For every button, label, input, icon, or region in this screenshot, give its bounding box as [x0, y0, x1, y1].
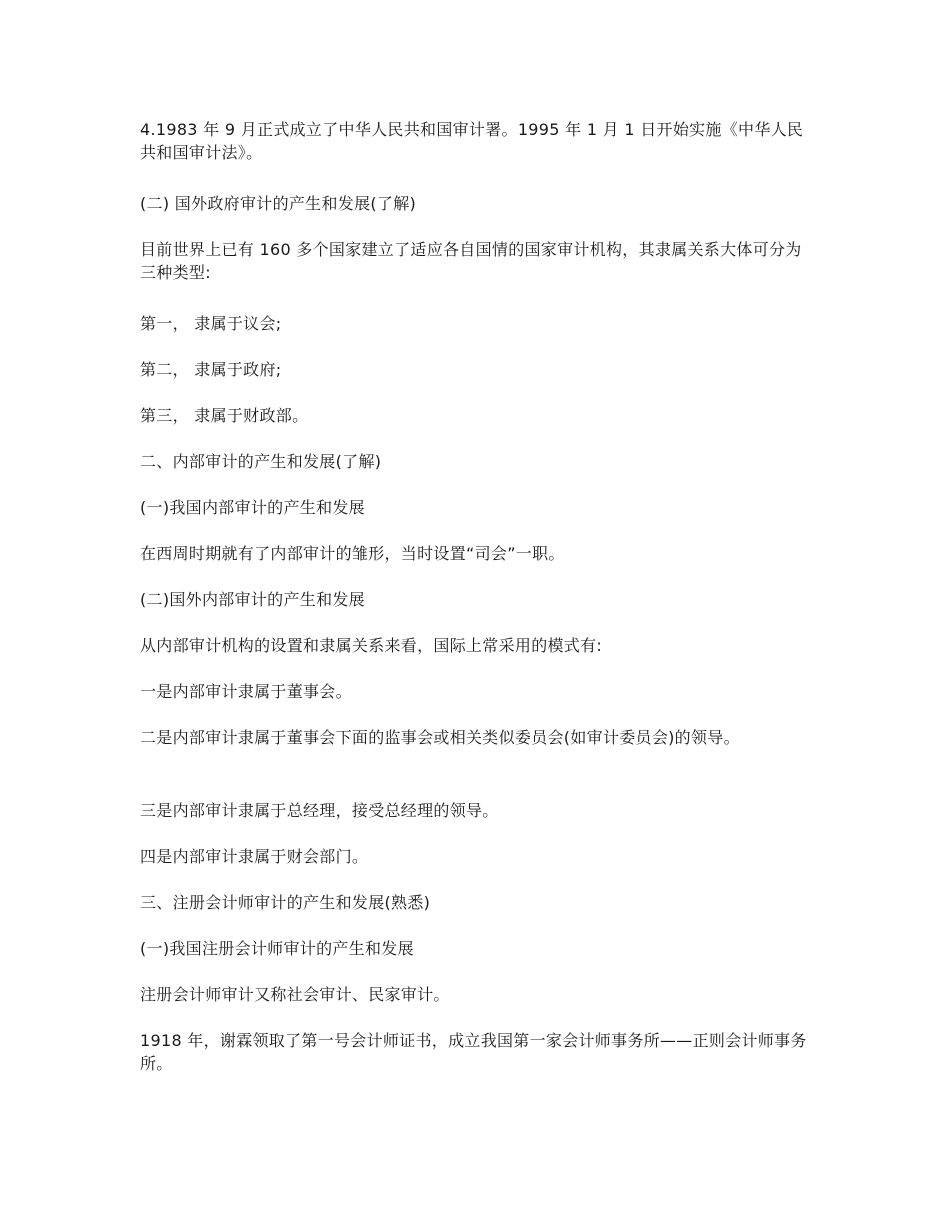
paragraph-international-models: 从内部审计机构的设置和隶属关系来看，国际上常采用的模式有:	[140, 636, 603, 655]
paragraph-audit-office-founding: 4.1983 年 9 月正式成立了中华人民共和国审计署。1995 年 1 月 1 日开始实施《中华人民共和国审计法》。	[140, 120, 804, 162]
subheading-foreign-internal-audit: (二)国外内部审计的产生和发展	[140, 590, 365, 609]
list-item-type-1: 第一， 隶属于议会;	[140, 314, 282, 333]
paragraph-national-audit-types: 目前世界上已有 160 多个国家建立了适应各自国情的国家审计机构，其隶属关系大体可分为三种类型:	[140, 240, 802, 282]
paragraph-western-zhou: 在西周时期就有了内部审计的雏形，当时设置“司会”一职。	[140, 544, 565, 563]
list-item-type-3: 第三， 隶属于财政部。	[140, 406, 309, 425]
heading-foreign-government-audit: (二) 国外政府审计的产生和发展(了解)	[140, 194, 417, 213]
list-item-model-1: 一是内部审计隶属于董事会。	[140, 682, 352, 701]
paragraph-first-accounting-firm: 1918 年，谢霖领取了第一号会计师证书，成立我国第一家会计师事务所——正则会计师事务所。	[140, 1031, 807, 1073]
subheading-domestic-internal-audit: (一)我国内部审计的产生和发展	[140, 498, 365, 517]
list-item-model-4: 四是内部审计隶属于财会部门。	[140, 847, 369, 866]
paragraph-cpa-alias: 注册会计师审计又称社会审计、民家审计。	[140, 985, 450, 1004]
list-item-model-3: 三是内部审计隶属于总经理，接受总经理的领导。	[140, 801, 499, 820]
heading-internal-audit: 二、内部审计的产生和发展(了解)	[140, 452, 382, 471]
list-item-model-2: 二是内部审计隶属于董事会下面的监事会或相关类似委员会(如审计委员会)的领导。	[140, 728, 740, 747]
heading-cpa-audit: 三、注册会计师审计的产生和发展(熟悉)	[140, 893, 431, 912]
subheading-domestic-cpa-audit: (一)我国注册会计师审计的产生和发展	[140, 939, 414, 958]
list-item-type-2: 第二， 隶属于政府;	[140, 360, 282, 379]
